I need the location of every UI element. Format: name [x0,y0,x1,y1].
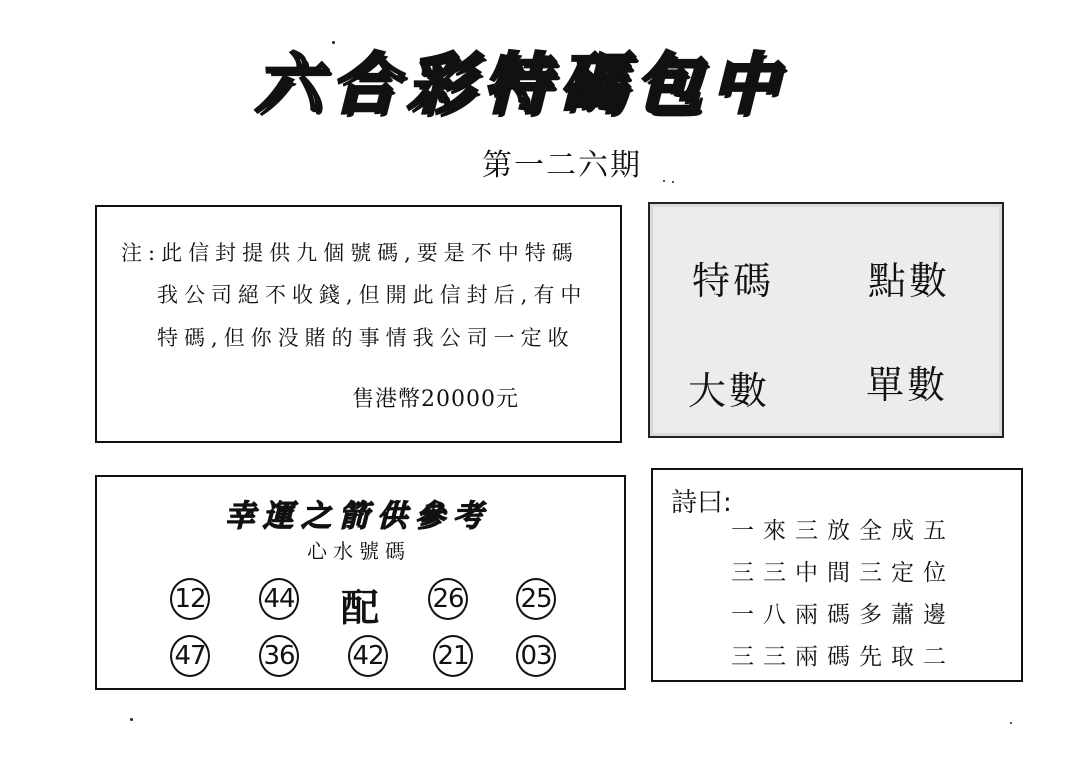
lucky-number: 25 [516,578,556,620]
category-big: 大數 [688,369,771,413]
category-single: 單數 [866,363,949,407]
issue-number: 第一二六期 [482,148,642,183]
speck [130,718,133,721]
poem-box [651,468,1023,682]
lucky-subtitle: 心水號碼 [307,539,411,563]
speck [672,181,674,183]
poem-line: 三三兩碼先取二 [731,644,955,670]
category-points: 點數 [868,259,951,303]
lucky-number: 12 [170,578,210,620]
category-special: 特碼 [692,259,775,303]
lucky-number: 21 [433,635,473,677]
poem-line: 一來三放全成五 [731,518,955,544]
lucky-title: 幸運之箭供參考 [225,499,491,534]
main-title: 六合彩特碼包中 [255,46,787,123]
note-line: 我公司絕不收錢,但開此信封后,有中 [157,283,588,307]
pair-char: 配 [341,585,380,630]
price: 售港幣20000元 [352,387,519,412]
lucky-number: 36 [259,635,299,677]
lucky-number: 44 [259,578,299,620]
poem-line: 一八兩碼多蕭邊 [731,602,955,628]
speck [663,180,665,182]
lucky-box [95,475,626,690]
poem-label: 詩曰: [671,488,732,518]
note-box [95,205,622,443]
speck [1010,722,1012,724]
category-box [648,202,1004,438]
lucky-number: 03 [516,635,556,677]
note-line: 注:此信封提供九個號碼,要是不中特碼 [121,241,579,265]
poem-line: 三三中間三定位 [731,560,955,586]
lucky-number: 42 [348,635,388,677]
lucky-number: 47 [170,635,210,677]
lucky-number: 26 [428,578,468,620]
note-line: 特碼,但你没賭的事情我公司一定收 [157,326,575,350]
